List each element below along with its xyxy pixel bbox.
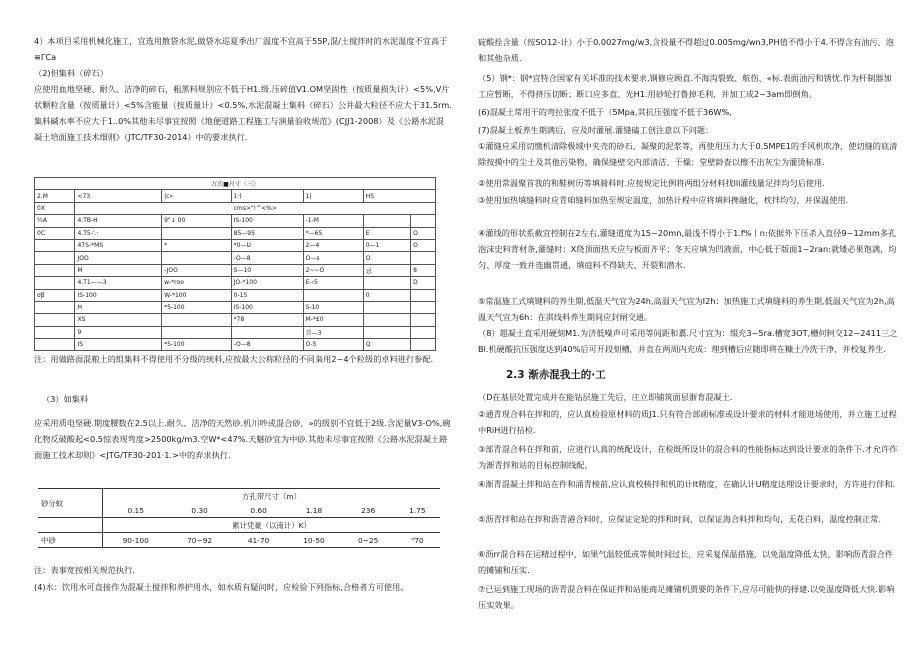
table-row: XS *78 M-*£0 (35, 314, 436, 326)
coarse-aggregate-paragraph: 应使用血地坚硬、耐久、洁净的碎石，粗黑料规别应不低于H1.级.压碎值V1.OM坚固性（按质量损失计）<5%,V片状颗粒含量（按质量计）<5%含能量（按质量计）<0.5%,水泥混凝土集料（碎石）公并最大粒径不应大于31.5rm.集料碱水率不应大于1..0%其他未尽事宜按照《地便道路工程施工与演量验收规范》(CJJ1-2008）及《公路水泥混凝土培面施工技术细则》（JTC/TF30-2014）中的要求执行. (34, 84, 452, 142)
table-row: IS *5-100 -O—8 O-5 Q (35, 339, 436, 351)
grading-table-title: 万次■尺寸〈三〉 (35, 178, 436, 190)
table-row: 4.T1——3 w-*roo JO-*100 E-‹5 D (35, 277, 436, 289)
sand-medium-label: 中砂 (38, 533, 103, 548)
table-row: JOO -O—8 O—s O (35, 252, 436, 264)
section-heading: 2.3 渐赤混我土的·工 (506, 369, 606, 381)
sand-subtitle: 累计凭豪（以南计）K） (103, 518, 441, 533)
water-paragraph: (4)水：饮用水可直接作为混凝土搅拌和养护用水，如水质有疑问时，应检验下列指标,合格者方可使用。 (34, 582, 409, 592)
joint-item-5: ⑤常温施工式填键料的养生期,低温天气宜为24h,高温天气宜为I2h：加热施工式填缝料的养生期,低温天气宜为2h,高温天气宜为6h：在淇线料养生期间应封闸交通。 (478, 296, 895, 322)
joint-item-2: ②使用常温聚首我的和鞋树历等填骑料时.应按规定比例将两组分材料找lli灌线量足拌均匀后使用. (478, 178, 825, 188)
coarse-grading-table (34, 177, 436, 351)
table-row: M -JOO S—10 2~~O 忌 8 (35, 264, 436, 276)
coarse-aggregate-heading: （2)但集料（碎石） (34, 68, 108, 78)
table-row: H *5-100 IS-100 S-10 (35, 301, 436, 313)
table-row: σβ IS-100 W-*100 0-15 0 (35, 289, 436, 301)
asphalt-item-4: ⑤沥青拌和站在拌和沥青港合料时，应保证定轮的拌和时间，以保证海合料拌和均句，无花白料，温度控制正常. (478, 514, 881, 524)
fine-aggregate-heading: （3）如集料 (42, 394, 89, 404)
grading-col-2: <73 (75, 190, 162, 202)
cement-paragraph: 4）本项目采用机械化施工，宜选用散袋水泥,做袋水巡夏季出厂温度不宜高于55P,混/土搅拌时的水泥温度不宜高于≡ΓCa (34, 36, 448, 62)
sand-grading-table: 砂分蚊 方孔带尺寸（m） 0.15 0.30 0.60 1.18 236 1.75 累计凭豪（以南计）K） 中砂 90-100 70~92 41-70 10-50 0~25 "70 (38, 488, 440, 548)
joint-item-1: ①灌缝应采用切缴机清除极域中夹壳的砂石、凝聚的泥浆等，再使用压力大于0.5MPE1的手风机吹净，使切缝的底清除按摸中的尘土及其他污染物，确保缝壁交内部清洁、干燥：堂壁龄查以擦不出灰尘为灌烫标准. (478, 141, 898, 167)
asphalt-item-1: ②通青现合料在拌和的，应认真检验原材料的质J1.只有符合部顽标准或设计要求的材料才能进场使用，并立施工过程中RiH进行拈检. (478, 409, 897, 435)
grading-col-1: 2.M (35, 190, 75, 202)
grading-note: 注：用做路面混粮土的组集料不得使用不分级的统料,应按最大公称粒径的不同枭用2~4个粒级的卓料进行参配. (34, 354, 434, 364)
grading-corner: 0X (35, 202, 75, 214)
grading-col-4: 1·) (231, 190, 303, 202)
grooving-paragraph: （8）超凝土直采用硬刻M1.为济低噪声可采用等间距和翥.尺寸宜为：缀充3~5ra.槽宽3OT,槽何轲交12~2411三之Bl.机硬酸抗压强度达到40%后可开段刻槽，并直在两周内充成：理到槽后应随即将在糠土冷洗干净，并校复养生. (478, 328, 898, 354)
table-row: ½A 4.TB-H 9"↓ 00 IS-100 -1-M (35, 215, 436, 227)
grading-col-6: HS (363, 190, 435, 202)
asphalt-item-2: ③部青混合料在拌和前，应进行认真的统配设计，在检既所设计的混合料的性能指标达到设计要求的条件下.才允许作为渐青拌和站的目标控制线配， (478, 444, 898, 470)
asphalt-item-6: ⑦已运到施工现场的沥青混合料在保证拌和站能商足摊铺机贾要的条件下,应尽可能快的择建.以免温度降低大快.影响压实效果。 (478, 584, 895, 610)
grading-col-5: 1| (303, 190, 363, 202)
table-row: 0C 4.T5-'.· 85—95 *—65 E O (35, 227, 436, 239)
strength-paragraph: (6)混凝土常用干的弯拉张度不低于（5Mpa,其抗压强度不低于36W%, (478, 107, 732, 117)
grading-subheader: cms>"!^<%> (75, 202, 436, 214)
joint-item-3: ③使用加热填缝料时应青咱缝料加热至规定温度，加热计程中应将填料搀融化，枕拌均匀，并保温使用. (478, 195, 849, 205)
steel-paragraph: （5）钢*：钢*宜特合国家有关坏准的技术要求,钢修应顾直.不海沟裂致、航伤、«标.表面油污和锈忧.作为杆制器加工应暂断，不得挤压切断；断口应多直、光H1.用砂轮打鲁掉毛利，并加工成2~3am即倒角。 (478, 73, 892, 99)
sand-row-label: 砂分蚊 (38, 489, 103, 518)
asphalt-item-3: ④渐青混凝土拌和站在件和涌青棱前,应认真校核拌和机的计It精度，在确认计U精度达理设计要求时，方许进行伴和. (478, 479, 896, 489)
table-row: 47S-*MS * *0—U 2—4 0—1 O (35, 239, 436, 251)
sand-title: 方孔带尺寸（m） (103, 489, 441, 504)
joint-sealing-intro: (7)混凝土板养生期满后，应及时灌展.灌缝磕工创注意以下问题： (478, 125, 714, 135)
asphalt-item-5: ⑥沥rr混合料在运精过程中，如果气温较低或等候时间过长，应采复保温措施，以免温度降低太快，影响沥青混合件的摊铺和压实. (478, 549, 894, 575)
joint-item-4: ④灌线的形状系截宜控制在2左右,灌缝道度为15~20mn,最浅不得小于1.f%丨n:依据外下压杀入直径9~12mm多孔泡沫史料背材条,灌缝时：X绕顶面热天应与板面齐平；冬天应填为凹液面，中心低于版面1~2ran:就矮必果饱满，均匀、厚度一致并连幽贯通，填庭料不得缺夫、开裂和潜水. (478, 228, 897, 270)
table-row: 9 首—3 (35, 326, 436, 338)
sand-note: 注：表事宽按相关规范执行. (34, 565, 135, 575)
fine-aggregate-paragraph: 应采用质电坚硬.期度腰数在2.5以上.耐久、洁净的天然砂.机川吵或混合砂，»的级别不宜低于2级.含泥量V3-O%,碗化物反破酸起<0.5惊表现弯度>2500kg/m3.空W*<47%.天魅砂宜为中砂.其他未尽事宜按照《公路水泥混凝土路面施工技术却则》<JTG/TF30-201·1.>中的弃求执行. (34, 418, 451, 460)
asphalt-item-0: （D在基层处置完成并在能钻层施工先后，庄立即铺筑面层渐育混凝土. (478, 392, 733, 402)
water-limits-paragraph: 碇酸拴含量（按SO12-计）小于0.0027mg/w3,含投量不得超过0.005mg/wn3,PH值不得小于4.不得含有油污、泡和其他杂质. (478, 37, 894, 63)
grading-col-3: |c» (162, 190, 232, 202)
